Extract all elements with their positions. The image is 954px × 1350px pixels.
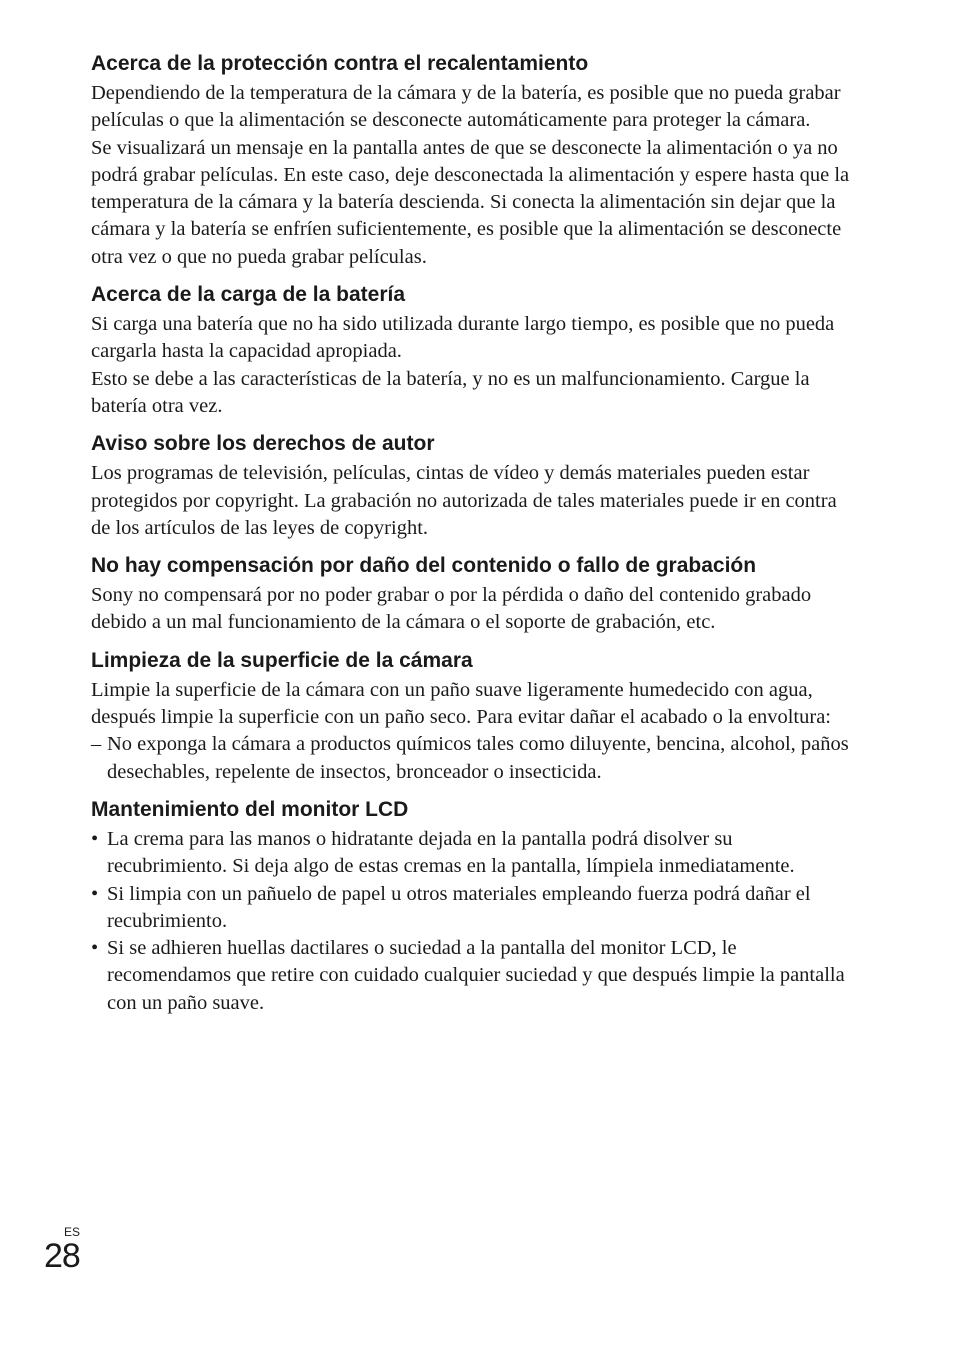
document-body bbox=[91, 50, 851, 1017]
section-heading: Acerca de la carga de la batería bbox=[91, 283, 406, 307]
bullet-marker: • bbox=[91, 882, 99, 905]
section-heading: Mantenimiento del monitor LCD bbox=[91, 797, 409, 821]
list-item-text: La crema para las manos o hidratante dejada en la pantalla podrá disolver su recubrimiento. Si deja algo de estas cremas en la pantalla, límpiela inmediatamente. bbox=[107, 827, 795, 878]
section-heading: Aviso sobre los derechos de autor bbox=[91, 432, 435, 456]
bullet-marker: • bbox=[91, 827, 99, 850]
list-item bbox=[91, 826, 851, 881]
section-camera-cleaning bbox=[91, 647, 851, 786]
section-heading: Acerca de la protección contra el recalentamiento bbox=[91, 52, 589, 75]
section-heading: No hay compensación por daño del contenido o fallo de grabación bbox=[91, 554, 757, 578]
page-number: 28 bbox=[44, 1237, 80, 1275]
paragraph: Sony no compensará por no poder grabar o por la pérdida o daño del contenido grabado debido a un mal funcionamiento de la cámara o el soporte de grabación, etc. bbox=[91, 584, 812, 634]
section-battery-charging bbox=[91, 281, 851, 420]
section-no-compensation bbox=[91, 552, 851, 637]
bullet-marker: • bbox=[91, 937, 99, 960]
paragraph: Esto se debe a las características de la batería, y no es un malfuncionamiento. Cargue la batería otra vez. bbox=[91, 367, 810, 417]
paragraph: Los programas de televisión, películas, cintas de vídeo y demás materiales pueden estar protegidos por copyright. La grabación no autorizada de tales materiales puede ir en contra de los artículos de las leyes de copyright. bbox=[91, 462, 837, 539]
paragraph: Limpie la superficie de la cámara con un paño suave ligeramente humedecido con agua, después limpie la superficie con un paño seco. Para evitar dañar el acabado o la envoltura: bbox=[91, 678, 831, 729]
section-overheat-protection bbox=[91, 50, 851, 271]
list-item-text: Si se adhieren huellas dactilares o suciedad a la pantalla del monitor LCD, le recomendamos que retire con cuidado cualquier suciedad y que después limpie la pantalla con un paño suave. bbox=[107, 937, 845, 1014]
paragraph: Dependiendo de la temperatura de la cámara y de la batería, es posible que no pueda grabar películas o que la alimentación se desconecte automáticamente para proteger la cámara. bbox=[91, 82, 841, 132]
dash-marker: – bbox=[91, 733, 102, 756]
paragraph: Se visualizará un mensaje en la pantalla antes de que se desconecte la alimentación o ya no podrá grabar películas. En este caso, deje desconectada la alimentación y espere hasta que la temperatura de la cámara y la batería descienda. Si conecta la alimentación sin dejar que la cámara y la batería se enfríen suficientemente, es posible que la alimentación se desconecte otra vez o que no pueda grabar películas. bbox=[91, 136, 850, 268]
list-item-text: No exponga la cámara a productos químicos tales como diluyente, bencina, alcohol, paños desechables, repelente de insectos, bronceador o insecticida. bbox=[107, 733, 849, 783]
section-heading: Limpieza de la superficie de la cámara bbox=[91, 648, 473, 672]
list-item-text: Si limpia con un pañuelo de papel u otros materiales empleando fuerza podrá dañar el recubrimiento. bbox=[107, 882, 811, 932]
paragraph: Si carga una batería que no ha sido utilizada durante largo tiempo, es posible que no pueda cargarla hasta la capacidad apropiada. bbox=[91, 313, 835, 363]
list-item bbox=[91, 731, 851, 786]
list-item bbox=[91, 935, 851, 1017]
list-item bbox=[91, 881, 851, 936]
page-language-label: ES bbox=[64, 1225, 81, 1239]
section-lcd-maintenance bbox=[91, 796, 851, 1017]
section-copyright-notice bbox=[91, 430, 851, 542]
